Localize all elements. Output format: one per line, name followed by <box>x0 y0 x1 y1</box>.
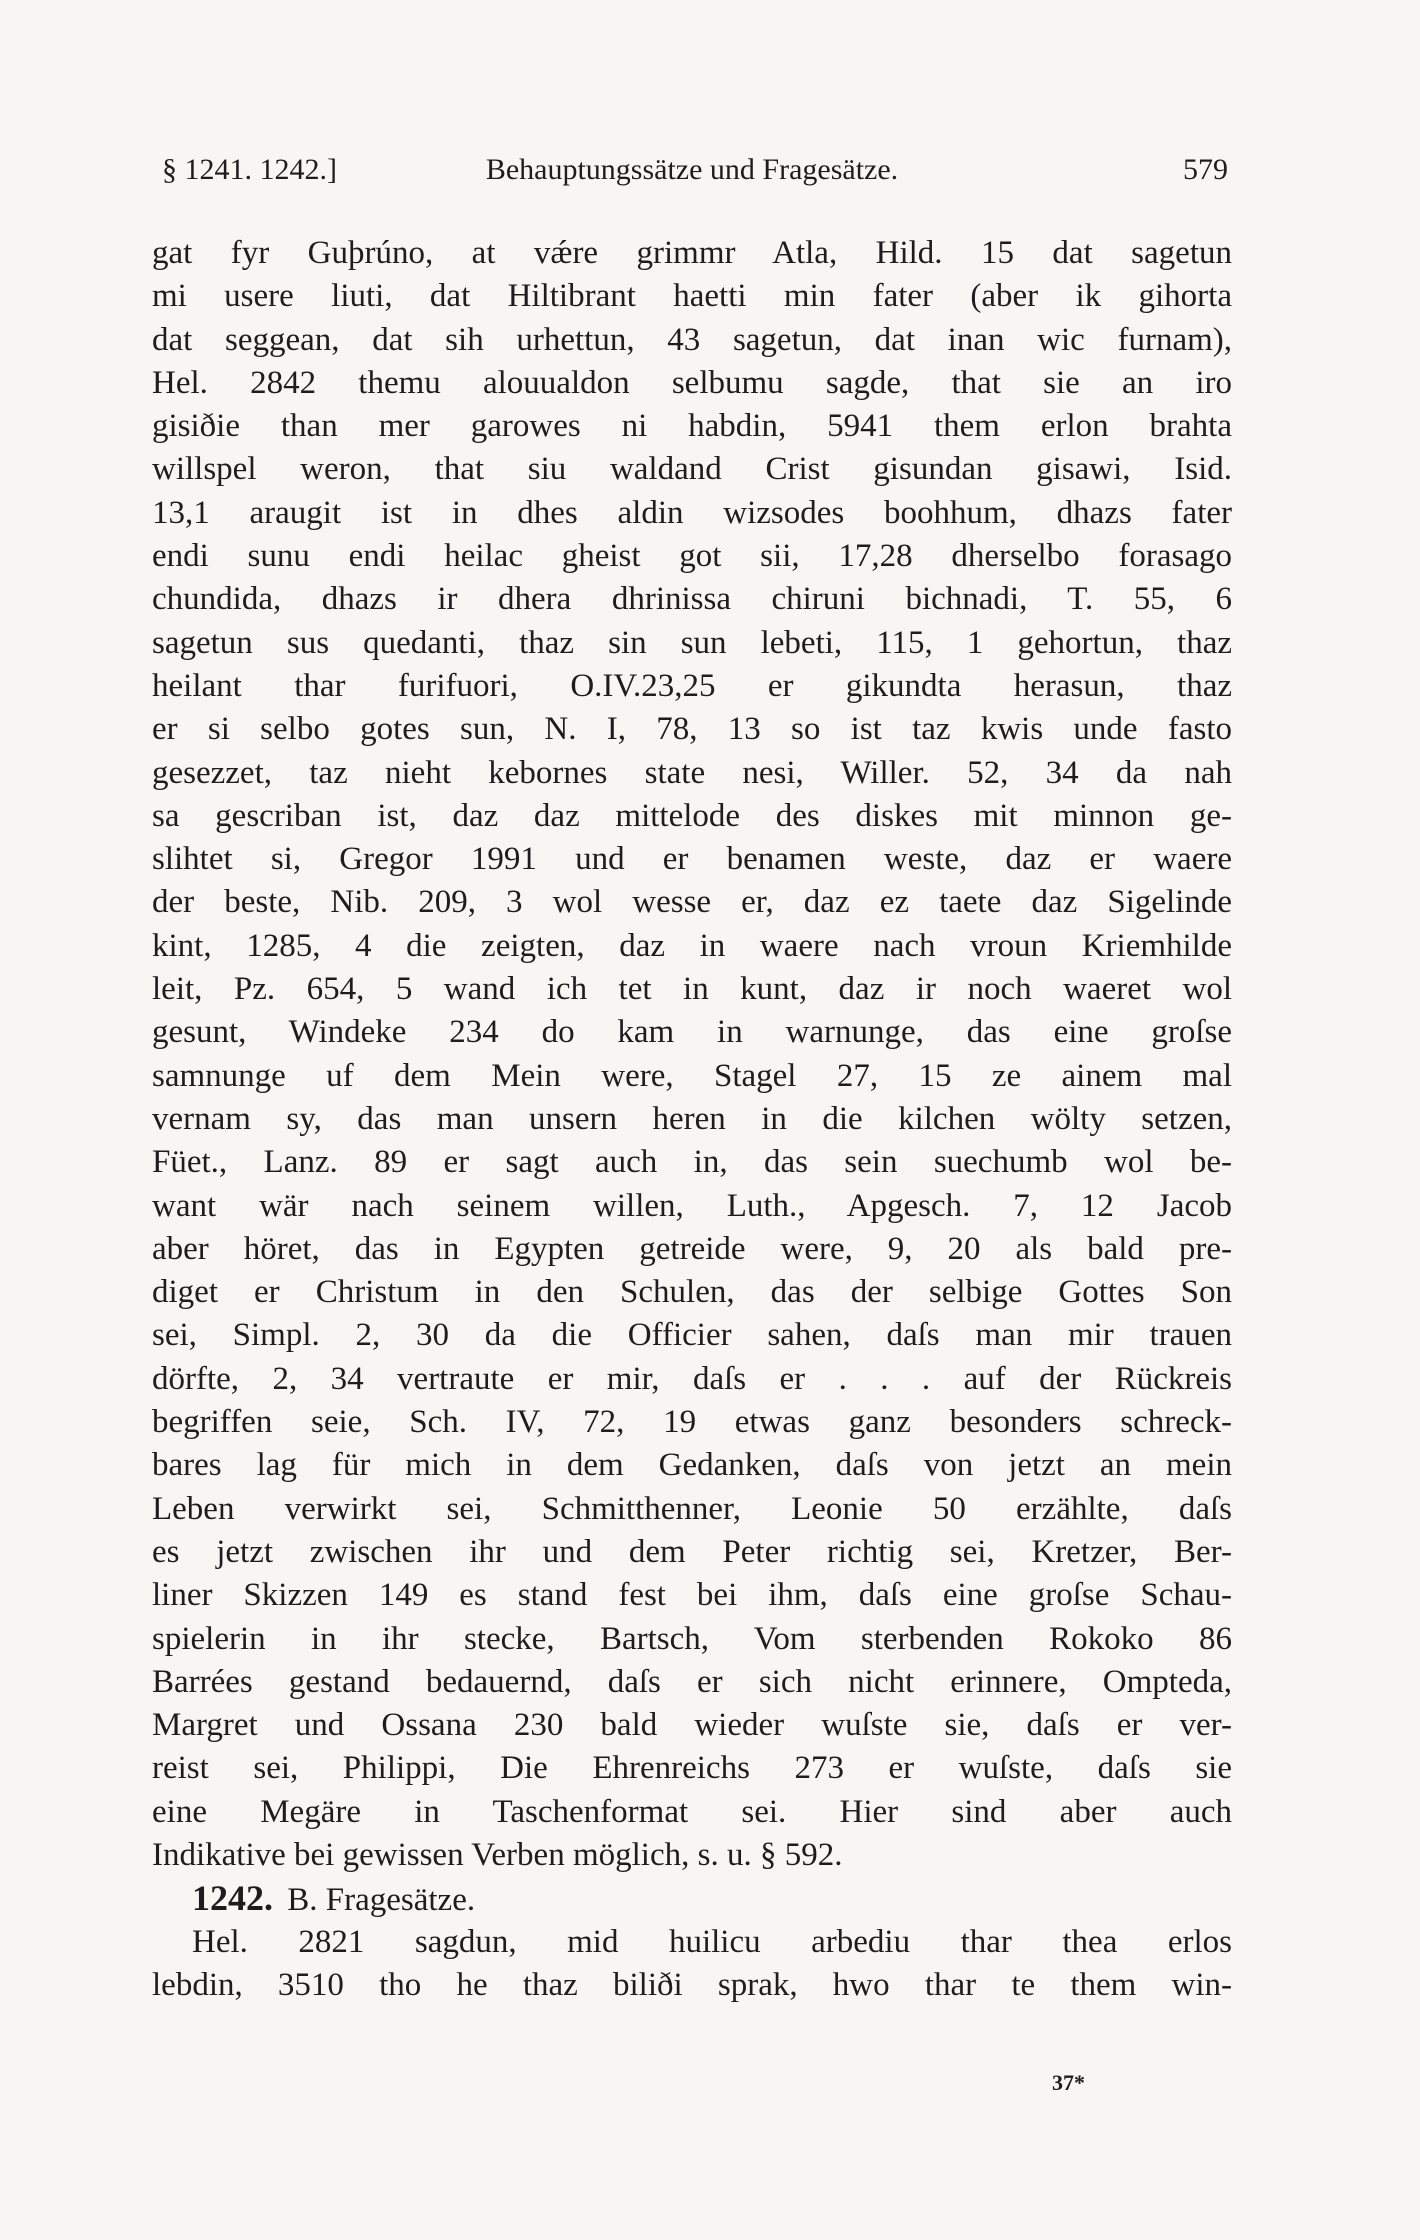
text-line: der beste, Nib. 209, 3 wol wesse er, daz ez taete daz Sigelinde <box>152 884 1232 921</box>
text-line: Hel. 2821 sagdun, mid huilicu arbediu thar thea erlos <box>192 1923 1232 1960</box>
page-number: 579 <box>1183 153 1228 186</box>
text-line: sagetun sus quedanti, thaz sin sun lebeti, 115, 1 gehortun, thaz <box>152 624 1232 661</box>
body-text <box>152 232 1232 2007</box>
section-number: 1242. <box>192 1878 273 1919</box>
text-line: lebdin, 3510 tho he thaz biliði sprak, hwo thar te them win- <box>152 1966 1232 2003</box>
text-line: Margret und Ossana 230 bald wieder wuſste sie, daſs er ver- <box>152 1707 1232 1744</box>
text-line: Füet., Lanz. 89 er sagt auch in, das sein suechumb wol be- <box>152 1144 1232 1181</box>
text-line: 13,1 araugit ist in dhes aldin wizsodes boohhum, dhazs fater <box>152 494 1232 531</box>
text-line: sa gescriban ist, daz daz mittelode des diskes mit minnon ge- <box>152 797 1232 834</box>
text-line: heilant thar furifuori, O.IV.23,25 er gikundta herasun, thaz <box>152 667 1232 704</box>
text-line: reist sei, Philippi, Die Ehrenreichs 273 er wuſste, daſs sie <box>152 1750 1232 1787</box>
text-line: mi usere liuti, dat Hiltibrant haetti min fater (aber ik gihorta <box>152 278 1232 315</box>
text-line: Leben verwirkt sei, Schmitthenner, Leonie 50 erzählte, daſs <box>152 1490 1232 1527</box>
text-line: liner Skizzen 149 es stand fest bei ihm, daſs eine groſse Schau- <box>152 1577 1232 1614</box>
text-line: chundida, dhazs ir dhera dhrinissa chiruni bichnadi, T. 55, 6 <box>152 581 1232 618</box>
text-line: samnunge uf dem Mein were, Stagel 27, 15 ze ainem mal <box>152 1057 1232 1094</box>
signature-mark: 37* <box>1052 2070 1085 2095</box>
text-line: Barrées gestand bedauernd, daſs er sich nicht erinnere, Ompteda, <box>152 1663 1232 1700</box>
text-line: endi sunu endi heilac gheist got sii, 17,28 dherselbo forasago <box>152 538 1232 575</box>
text-line: begriffen seie, Sch. IV, 72, 19 etwas ganz besonders schreck- <box>152 1404 1232 1441</box>
text-line: dörfte, 2, 34 vertraute er mir, daſs er . . . auf der Rückreis <box>152 1360 1232 1397</box>
text-line: eine Megäre in Taschenformat sei. Hier sind aber auch <box>152 1793 1232 1830</box>
running-header <box>152 148 1232 192</box>
section-reference: § 1241. 1242.] <box>162 153 337 186</box>
text-line: er si selbo gotes sun, N. I, 78, 13 so ist taz kwis unde fasto <box>152 711 1232 748</box>
text-line: sei, Simpl. 2, 30 da die Officier sahen, daſs man mir trauen <box>152 1317 1232 1354</box>
text-line: spielerin in ihr stecke, Bartsch, Vom sterbenden Rokoko 86 <box>152 1620 1232 1657</box>
text-line: gisiðie than mer garowes ni habdin, 5941 them erlon brahta <box>152 408 1232 445</box>
text-line: kint, 1285, 4 die zeigten, daz in waere nach vroun Kriemhilde <box>152 927 1232 964</box>
section-heading <box>152 1877 1232 1920</box>
text-line: es jetzt zwischen ihr und dem Peter richtig sei, Kretzer, Ber- <box>152 1533 1232 1570</box>
text-line: willspel weron, that siu waldand Crist gisundan gisawi, Isid. <box>152 451 1232 488</box>
text-line: Indikative bei gewissen Verben möglich, s. u. § 592. <box>152 1836 843 1873</box>
text-line: aber höret, das in Egypten getreide were, 9, 20 als bald pre- <box>152 1230 1232 1267</box>
text-line: diget er Christum in den Schulen, das der selbige Gottes Son <box>152 1274 1232 1311</box>
text-line: vernam sy, das man unsern heren in die kilchen wölty setzen, <box>152 1100 1232 1137</box>
text-line: gat fyr Guþrúno, at vǽre grimmr Atla, Hild. 15 dat sagetun <box>152 235 1232 271</box>
running-title: Behauptungssätze und Fragesätze. <box>485 153 899 186</box>
text-line: dat seggean, dat sih urhettun, 43 sagetun, dat inan wic furnam), <box>152 321 1232 358</box>
text-line: gesunt, Windeke 234 do kam in warnunge, das eine groſse <box>152 1014 1232 1051</box>
text-line: bares lag für mich in dem Gedanken, daſs von jetzt an mein <box>152 1447 1232 1484</box>
text-line: gesezzet, taz nieht kebornes state nesi, Willer. 52, 34 da nah <box>152 754 1232 791</box>
text-line: Hel. 2842 themu alouualdon selbumu sagde, that sie an iro <box>152 364 1232 401</box>
text-line: want wär nach seinem willen, Luth., Apgesch. 7, 12 Jacob <box>152 1187 1232 1224</box>
text-line: slihtet si, Gregor 1991 und er benamen weste, daz er waere <box>152 841 1232 878</box>
text-line: leit, Pz. 654, 5 wand ich tet in kunt, daz ir noch waeret wol <box>152 971 1232 1008</box>
section-title: B. Fragesätze. <box>287 1882 476 1919</box>
